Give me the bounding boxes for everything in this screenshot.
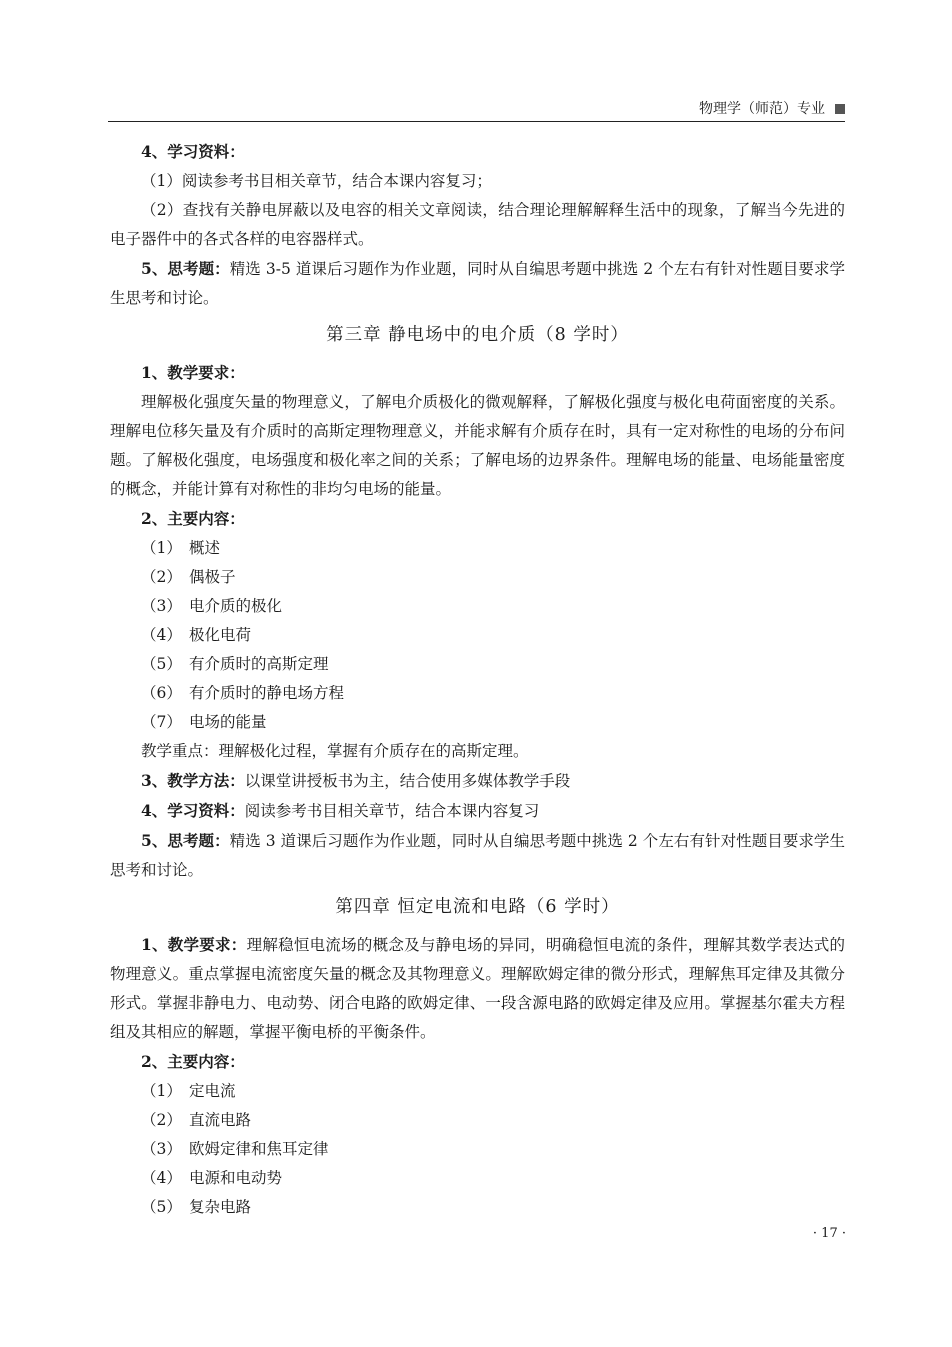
paragraph: （1）阅读参考书目相关章节，结合本课内容复习； <box>141 172 492 190</box>
section-heading: 1、教学要求： <box>141 363 245 382</box>
paragraph: 5、思考题：精选 3-5 道课后习题作为作业题，同时从自编思考题中挑选 2 个左右有针对性题目要求学生思考和讨论。 <box>110 259 845 307</box>
section-heading: 2、主要内容： <box>141 1052 245 1071</box>
paragraph: 理解极化强度矢量的物理意义，了解电介质极化的微观解释，了解极化强度与极化电荷面密度的关系。理解电位移矢量及有介质时的高斯定理物理意义，并能求解有介质存在时，具有一定对称性的电场的分布问题。了解极化强度，电场强度和极化率之间的关系；了解电场的边界条件。理解电场的能量、电场能量密度的概念，并能计算有对称性的非均匀电场的能量。 <box>110 393 845 498</box>
inline-label: 4、学习资料： <box>141 801 245 820</box>
paragraph: 5、思考题：精选 3 道课后习题作为作业题，同时从自编思考题中挑选 2 个左右有针对性题目要求学生思考和讨论。 <box>110 831 845 879</box>
page-body <box>110 137 845 1222</box>
paragraph: 教学重点：理解极化过程，掌握有介质存在的高斯定理。 <box>141 742 529 760</box>
list-item: （5） 有介质时的高斯定理 <box>141 655 329 673</box>
list-item: （2） 直流电路 <box>141 1111 252 1129</box>
content-list <box>110 534 845 737</box>
paragraph: （2）查找有关静电屏蔽以及电容的相关文章阅读，结合理论理解解释生活中的现象，了解当今先进的电子器件中的各式各样的电容器样式。 <box>110 201 845 248</box>
list-item: （7） 电场的能量 <box>141 713 267 731</box>
running-header <box>108 99 845 122</box>
list-item: （1） 定电流 <box>141 1082 236 1100</box>
list-item: （5） 复杂电路 <box>141 1198 252 1216</box>
header-title: 物理学（师范）专业 <box>699 101 825 117</box>
header-square-icon <box>835 104 845 114</box>
list-item: （4） 极化电荷 <box>141 626 252 644</box>
section-heading: 2、主要内容： <box>141 509 245 528</box>
inline-label: 1、教学要求： <box>141 935 247 954</box>
inline-label: 3、教学方法： <box>141 771 245 790</box>
list-item: （2） 偶极子 <box>141 568 236 586</box>
paragraph: 3、教学方法：以课堂讲授板书为主，结合使用多媒体教学手段 <box>141 771 571 790</box>
paragraph: 1、教学要求：理解稳恒电流场的概念及与静电场的异同，明确稳恒电流的条件，理解其数学表达式的物理意义。重点掌握电流密度矢量的概念及其物理意义。理解欧姆定律的微分形式，理解焦耳定律及其微分形式。掌握非静电力、电动势、闭合电路的欧姆定律、一段含源电路的欧姆定律及应用。掌握基尔霍夫方程组及其相应的解题，掌握平衡电桥的平衡条件。 <box>110 935 845 1041</box>
list-item: （4） 电源和电动势 <box>141 1169 283 1187</box>
inline-label: 5、思考题： <box>141 259 230 278</box>
chapter-title: 第三章 静电场中的电介质（8 学时） <box>326 325 629 345</box>
list-item: （1） 概述 <box>141 539 221 557</box>
content-list <box>110 1077 845 1222</box>
page-number: · 17 · <box>812 1226 846 1241</box>
paragraph: 4、学习资料：阅读参考书目相关章节，结合本课内容复习 <box>141 801 540 820</box>
list-item: （3） 电介质的极化 <box>141 597 283 615</box>
section-heading: 4、学习资料： <box>141 142 245 161</box>
chapter-title: 第四章 恒定电流和电路（6 学时） <box>335 897 620 917</box>
list-item: （6） 有介质时的静电场方程 <box>141 684 345 702</box>
list-item: （3） 欧姆定律和焦耳定律 <box>141 1140 329 1158</box>
inline-label: 5、思考题： <box>141 831 230 850</box>
